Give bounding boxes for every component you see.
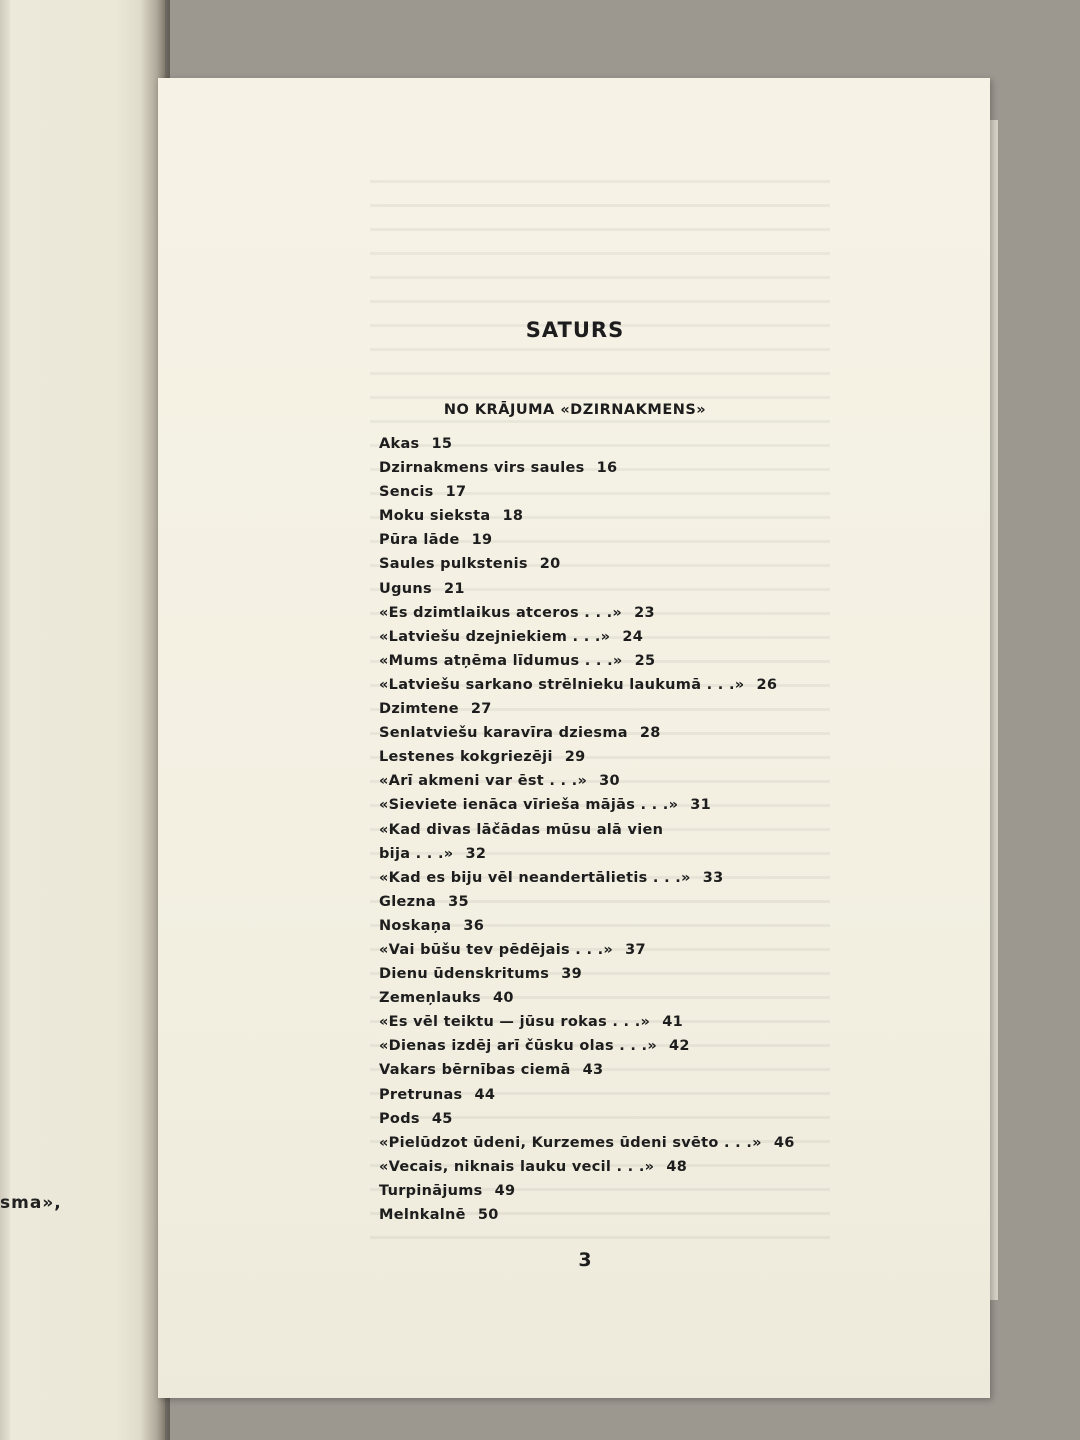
toc-entry-title: «Kad es biju vēl neandertālietis . . .» bbox=[379, 869, 691, 886]
toc-entry-title: Vakars bērnības ciemā bbox=[379, 1062, 571, 1079]
page-number: 3 bbox=[578, 1249, 592, 1271]
toc-entry-title: Dzirnakmens virs saules bbox=[379, 460, 585, 477]
toc-entry-title: Saules pulkstenis bbox=[379, 556, 528, 573]
toc-entry bbox=[379, 793, 839, 817]
toc-entry-page: 35 bbox=[448, 893, 469, 910]
toc-entry bbox=[379, 962, 839, 986]
toc-entry-page: 26 bbox=[756, 676, 778, 693]
toc-entry bbox=[379, 1034, 839, 1058]
toc-entry bbox=[379, 1058, 839, 1082]
toc-entry-page: 37 bbox=[625, 941, 646, 958]
toc-entry bbox=[379, 818, 839, 866]
toc-entry-page: 18 bbox=[502, 508, 524, 525]
toc-entry bbox=[379, 745, 839, 769]
toc-entry bbox=[379, 504, 839, 528]
toc-entry-page: 21 bbox=[443, 580, 465, 597]
toc-entry bbox=[379, 986, 839, 1010]
toc-entry bbox=[379, 1010, 839, 1034]
toc-entry-page: 46 bbox=[773, 1134, 795, 1151]
toc-entry-page: 17 bbox=[445, 484, 467, 501]
toc-entry-page: 36 bbox=[463, 917, 485, 934]
toc-entry-page: 44 bbox=[474, 1086, 496, 1103]
toc-entry-title-continued: bija . . .» bbox=[379, 845, 454, 862]
toc-entry-title: Dzimtene bbox=[379, 701, 459, 718]
toc-entry bbox=[379, 1203, 839, 1227]
toc-entry-page: 29 bbox=[564, 749, 586, 766]
toc-entry-page: 23 bbox=[634, 604, 655, 621]
toc-entry bbox=[379, 480, 839, 504]
toc-entry-page: 39 bbox=[561, 966, 582, 983]
toc-entry-page: 48 bbox=[666, 1158, 688, 1175]
toc-entry-title: Pūra lāde bbox=[379, 532, 460, 549]
toc-entry-page: 25 bbox=[634, 652, 656, 669]
toc-entry-page: 30 bbox=[599, 773, 620, 790]
toc-entry bbox=[379, 697, 839, 721]
section-title: NO KRĀJUMA «DZIRNAKMENS» bbox=[443, 402, 707, 418]
toc-entry bbox=[379, 1083, 839, 1107]
toc-entry bbox=[379, 528, 839, 552]
toc-entry-title: Lestenes kokgriezēji bbox=[379, 749, 553, 766]
toc-entry-page: 20 bbox=[539, 556, 561, 573]
toc-entry-page: 24 bbox=[622, 628, 644, 645]
toc-entry-page: 16 bbox=[596, 460, 618, 477]
toc-entry-page: 27 bbox=[470, 701, 492, 718]
toc-entry bbox=[379, 456, 839, 480]
toc-entry-title: Pods bbox=[379, 1110, 420, 1127]
toc-entry-title: «Kad divas lāčādas mūsu alā vien bbox=[379, 821, 664, 838]
toc-entry bbox=[379, 1179, 839, 1203]
page-title: SATURS bbox=[525, 318, 625, 342]
toc-entry-title: «Latviešu sarkano strēlnieku laukumā . . .» bbox=[379, 676, 745, 693]
toc-entry-page: 40 bbox=[492, 990, 514, 1007]
toc-entry bbox=[379, 1131, 839, 1155]
toc-entry bbox=[379, 890, 839, 914]
toc-entry-page: 32 bbox=[465, 845, 487, 862]
toc-entry-page: 45 bbox=[431, 1110, 453, 1127]
left-page-edge bbox=[0, 0, 10, 1440]
toc-entry-page: 19 bbox=[471, 532, 493, 549]
toc-entry-title: Glezna bbox=[379, 893, 437, 910]
toc-entry bbox=[379, 866, 839, 890]
toc-entry bbox=[379, 914, 839, 938]
toc-entry-page: 50 bbox=[477, 1207, 499, 1223]
left-page-text-fragment: sma», bbox=[0, 1193, 62, 1213]
toc-entry-page: 28 bbox=[639, 725, 661, 742]
toc-entry-title: Noskaņa bbox=[379, 917, 452, 934]
toc-entry-title: «Pielūdzot ūdeni, Kurzemes ūdeni svēto . . .» bbox=[379, 1134, 762, 1151]
table-of-contents bbox=[379, 432, 839, 1227]
toc-entry-title: Sencis bbox=[379, 484, 434, 501]
toc-entry bbox=[379, 938, 839, 962]
toc-entry bbox=[379, 673, 839, 697]
toc-entry-title: «Dienas izdēj arī čūsku olas . . .» bbox=[379, 1038, 658, 1055]
toc-entry-title: Moku sieksta bbox=[379, 508, 491, 525]
toc-entry-title: Melnkalnē bbox=[379, 1207, 466, 1223]
toc-entry-page: 15 bbox=[431, 436, 453, 452]
toc-entry-title: «Arī akmeni var ēst . . .» bbox=[379, 773, 588, 790]
toc-entry bbox=[379, 577, 839, 601]
toc-entry bbox=[379, 625, 839, 649]
toc-entry-title: Zemeņlauks bbox=[379, 990, 481, 1007]
toc-entry bbox=[379, 1155, 839, 1179]
toc-entry-title: «Vecais, niknais lauku vecil . . .» bbox=[379, 1158, 655, 1175]
toc-entry bbox=[379, 721, 839, 745]
toc-entry-title: Senlatviešu karavīra dziesma bbox=[379, 725, 628, 742]
toc-entry-page: 49 bbox=[494, 1182, 516, 1199]
toc-entry-page: 42 bbox=[669, 1038, 690, 1055]
toc-entry-page: 33 bbox=[702, 869, 724, 886]
toc-entry-page: 41 bbox=[662, 1014, 683, 1031]
toc-entry bbox=[379, 601, 839, 625]
toc-entry-title: «Mums atņēma līdumus . . .» bbox=[379, 652, 623, 669]
toc-entry-page: 31 bbox=[690, 797, 712, 814]
toc-entry-title: «Es dzimtlaikus atceros . . .» bbox=[379, 604, 623, 621]
toc-entry-title: Pretrunas bbox=[379, 1086, 463, 1103]
toc-entry-title: «Vai būšu tev pēdējais . . .» bbox=[379, 941, 614, 958]
toc-entry bbox=[379, 649, 839, 673]
toc-entry-title: Uguns bbox=[379, 580, 432, 597]
toc-entry-page: 43 bbox=[582, 1062, 604, 1079]
toc-entry-title: «Sieviete ienāca vīrieša mājās . . .» bbox=[379, 797, 679, 814]
toc-entry-title: Akas bbox=[379, 436, 420, 452]
toc-entry bbox=[379, 432, 839, 456]
toc-entry-title: «Es vēl teiktu — jūsu rokas . . .» bbox=[379, 1014, 651, 1031]
toc-entry bbox=[379, 1107, 839, 1131]
toc-entry-title: Dienu ūdenskritums bbox=[379, 966, 550, 983]
toc-entry-title: Turpinājums bbox=[379, 1182, 483, 1199]
toc-entry-title: «Latviešu dzejniekiem . . .» bbox=[379, 628, 611, 645]
toc-entry bbox=[379, 552, 839, 576]
toc-entry bbox=[379, 769, 839, 793]
